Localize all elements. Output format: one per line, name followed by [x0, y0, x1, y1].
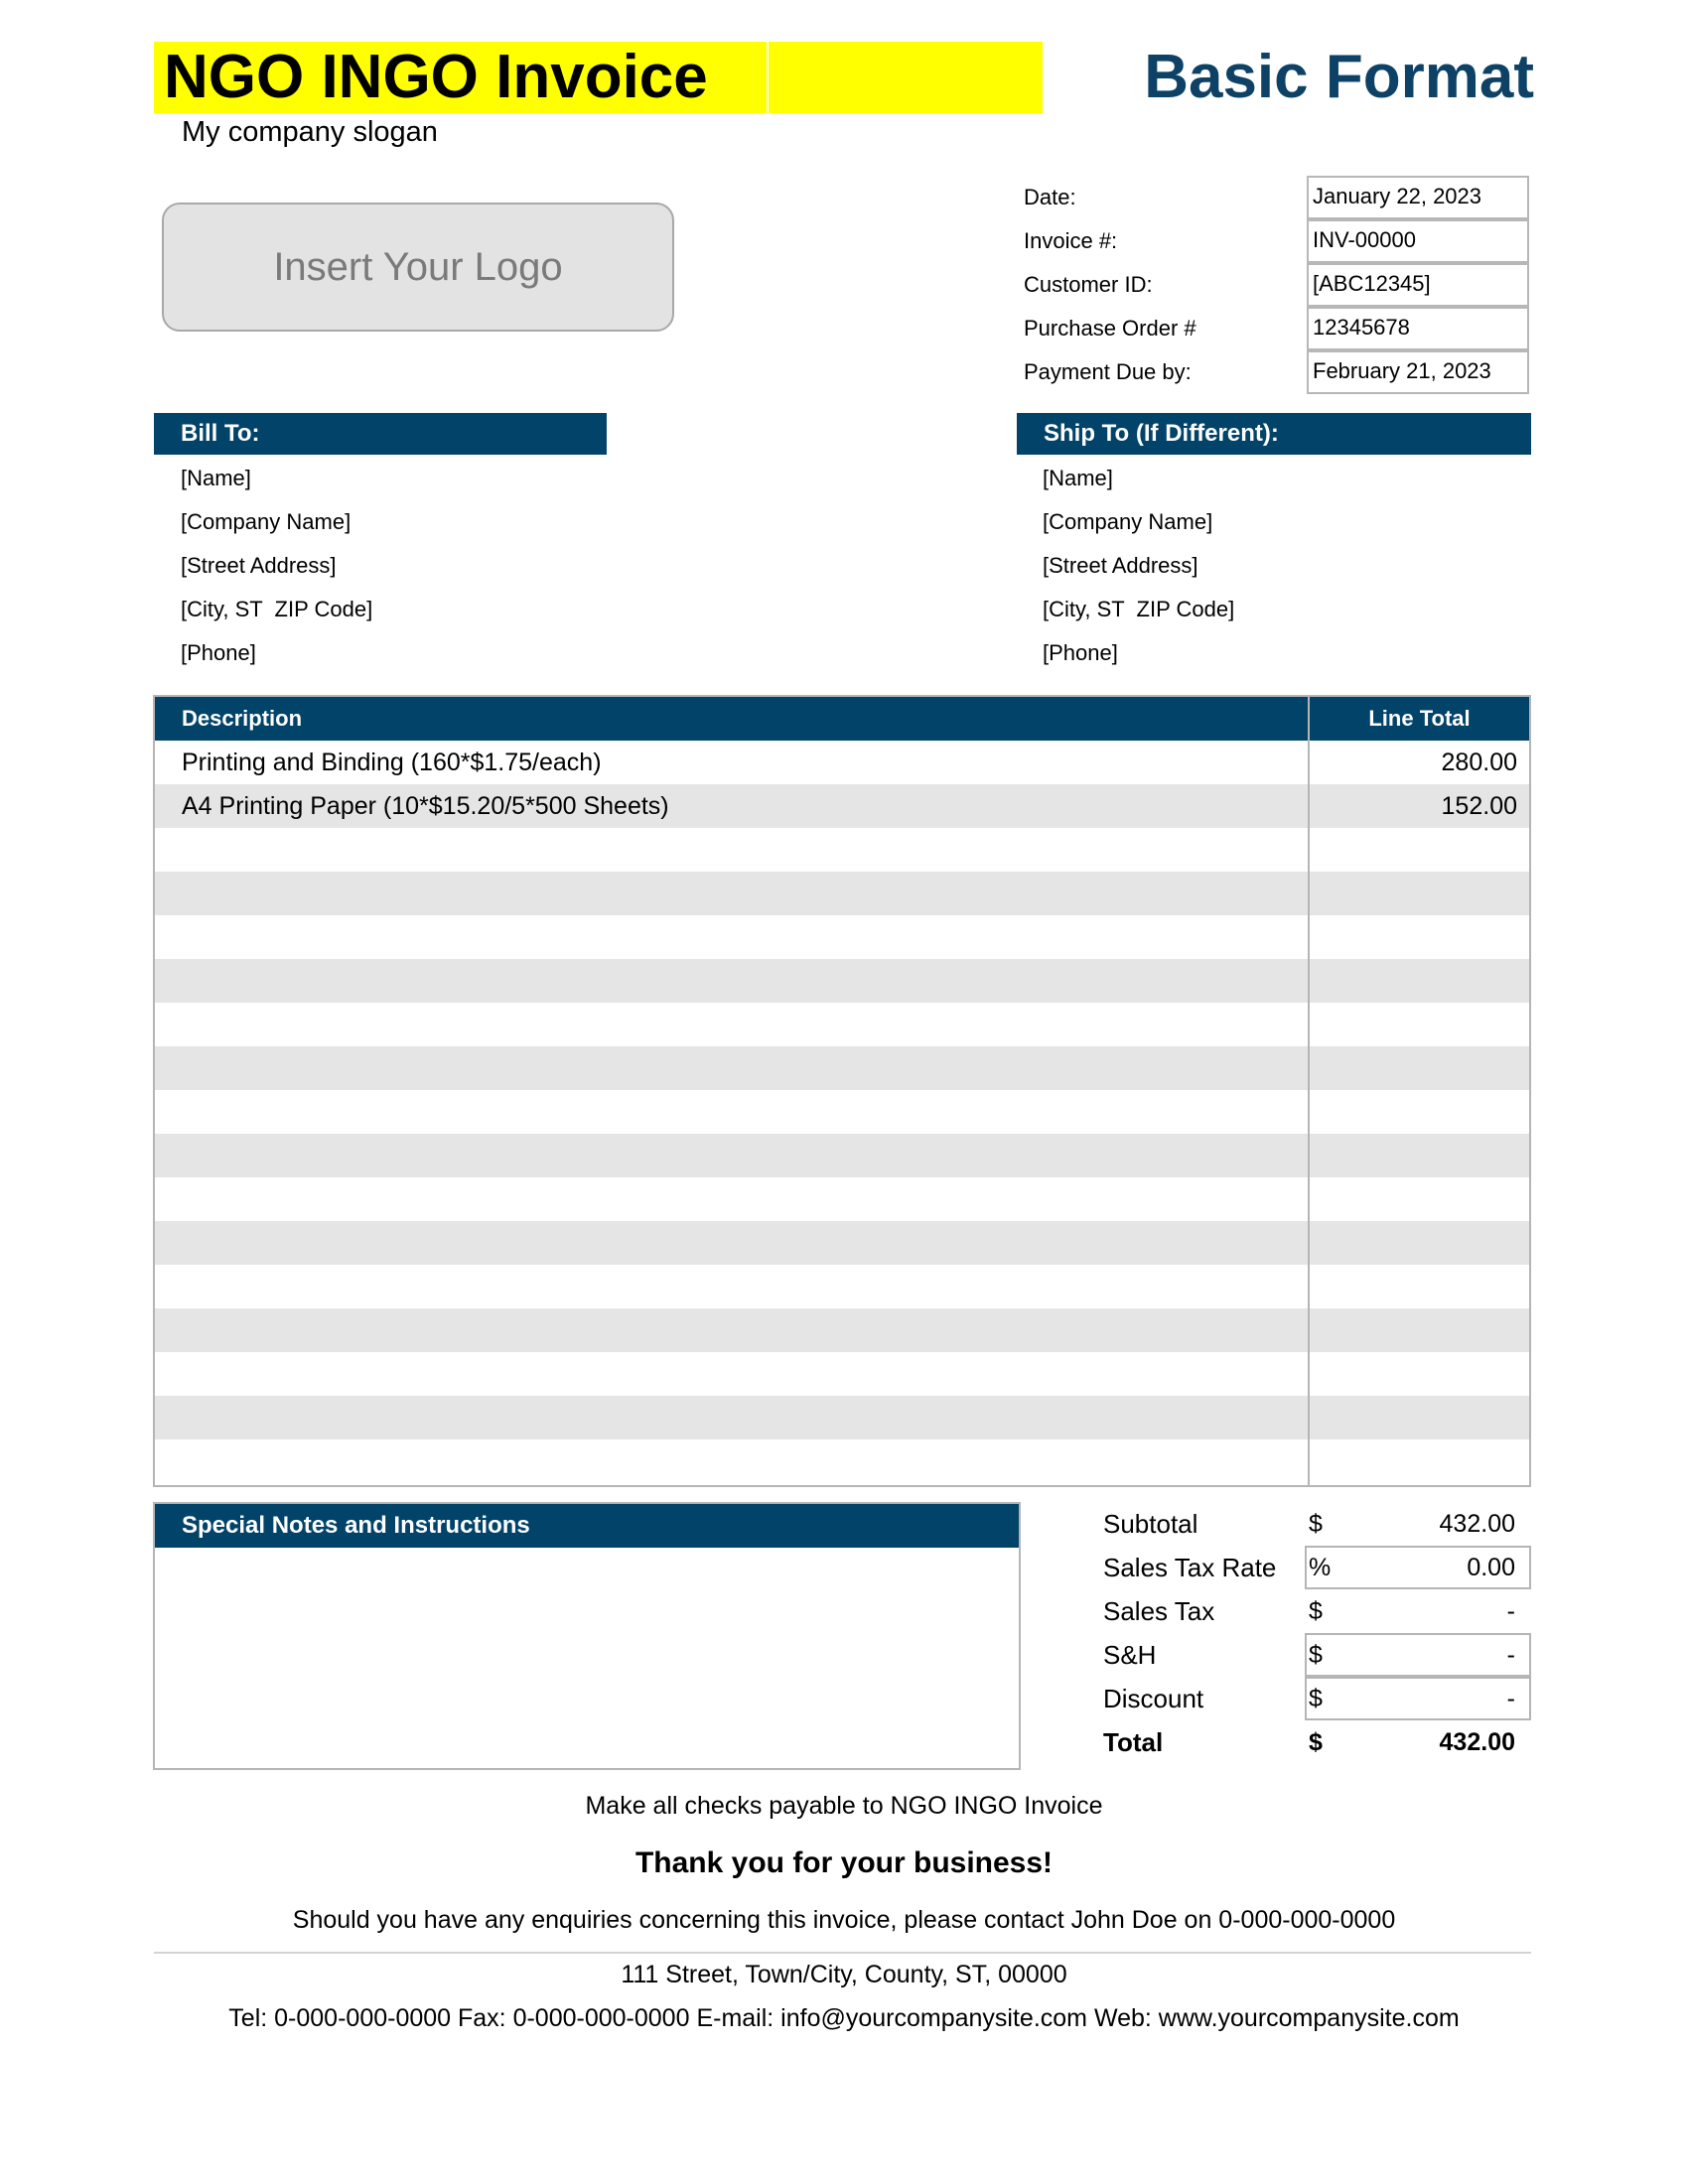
meta-value-date[interactable]: January 22, 2023	[1307, 176, 1529, 219]
bill-to-heading: Bill To:	[154, 413, 607, 455]
total-value: 432.00	[1439, 1728, 1515, 1756]
ship-to-company[interactable]: [Company Name]	[1043, 509, 1213, 534]
sales-tax-rate-unit: %	[1309, 1554, 1332, 1581]
table-row-empty[interactable]	[155, 915, 1529, 959]
bill-to-phone[interactable]: [Phone]	[181, 640, 256, 665]
table-row-empty[interactable]	[155, 1134, 1529, 1177]
ship-to-heading: Ship To (If Different):	[1017, 413, 1531, 455]
table-row-empty[interactable]	[155, 1003, 1529, 1046]
discount-currency: $	[1309, 1685, 1323, 1712]
meta-value-invoice-number[interactable]: INV-00000	[1307, 219, 1529, 263]
table-row-empty[interactable]	[155, 1308, 1529, 1352]
sales-tax-currency: $	[1309, 1597, 1323, 1625]
bill-to-city[interactable]: [City, ST ZIP Code]	[181, 597, 373, 621]
row-description: Printing and Binding (160*$1.75/each)	[182, 749, 602, 776]
meta-label-invoice-number: Invoice #:	[1024, 228, 1118, 253]
discount-label: Discount	[1103, 1684, 1204, 1713]
col-description-header: Description	[182, 706, 303, 731]
subtotal-currency: $	[1309, 1510, 1323, 1538]
special-notes-box[interactable]	[153, 1502, 1021, 1770]
table-row-empty[interactable]	[155, 1046, 1529, 1090]
table-row-empty[interactable]	[155, 1177, 1529, 1221]
subtotal-value: 432.00	[1439, 1510, 1515, 1538]
table-row-empty[interactable]	[155, 828, 1529, 872]
col-total-header: Line Total	[1368, 706, 1471, 731]
total-label: Total	[1103, 1727, 1164, 1757]
title-highlight-cell	[769, 42, 1043, 113]
bill-to-company[interactable]: [Company Name]	[181, 509, 352, 534]
total-currency: $	[1309, 1728, 1323, 1756]
invoice-title: NGO INGO Invoice	[164, 43, 708, 111]
company-contact: Tel: 0-000-000-0000 Fax: 0-000-000-0000 E-mail: info@yourcompanysite.com Web: www.yourcompanysite.com	[228, 2004, 1460, 2032]
sales-tax-rate-value: 0.00	[1467, 1554, 1515, 1581]
shipping-handling-label: S&H	[1103, 1640, 1157, 1670]
ship-to-street[interactable]: [Street Address]	[1043, 553, 1198, 578]
sales-tax-value: -	[1506, 1597, 1515, 1625]
subtotal-label: Subtotal	[1103, 1509, 1198, 1539]
table-row-empty[interactable]	[155, 959, 1529, 1003]
table-row-empty[interactable]	[155, 872, 1529, 915]
company-address: 111 Street, Town/City, County, ST, 00000	[621, 1961, 1067, 1988]
row-line-total: 280.00	[1441, 749, 1517, 776]
company-slogan: My company slogan	[182, 116, 438, 148]
sales-tax-label: Sales Tax	[1103, 1596, 1215, 1626]
meta-label-payment-due: Payment Due by:	[1024, 359, 1192, 384]
table-row-empty[interactable]	[155, 1090, 1529, 1134]
table-row-empty[interactable]	[155, 1439, 1529, 1483]
sales-tax-rate-label: Sales Tax Rate	[1103, 1553, 1277, 1582]
row-description: A4 Printing Paper (10*$15.20/5*500 Sheets)	[182, 792, 669, 820]
special-notes-heading: Special Notes and Instructions	[155, 1504, 1019, 1548]
items-table-header	[155, 697, 1529, 741]
ship-to-city[interactable]: [City, ST ZIP Code]	[1043, 597, 1235, 621]
meta-value-payment-due[interactable]: February 21, 2023	[1307, 350, 1529, 394]
meta-value-customer-id[interactable]: [ABC12345]	[1307, 263, 1529, 307]
meta-value-purchase-order[interactable]: 12345678	[1307, 307, 1529, 350]
ship-to-name[interactable]: [Name]	[1043, 466, 1113, 490]
table-row-empty[interactable]	[155, 1396, 1529, 1439]
bill-to-street[interactable]: [Street Address]	[181, 553, 337, 578]
shipping-handling-currency: $	[1309, 1641, 1323, 1669]
ship-to-phone[interactable]: [Phone]	[1043, 640, 1118, 665]
table-row[interactable]	[155, 741, 1529, 784]
meta-label-date: Date:	[1024, 185, 1076, 209]
checks-payable-note: Make all checks payable to NGO INGO Invoice	[585, 1792, 1103, 1820]
table-column-divider	[1308, 697, 1310, 1487]
meta-label-customer-id: Customer ID:	[1024, 272, 1153, 297]
meta-label-purchase-order: Purchase Order #	[1024, 316, 1196, 341]
bill-to-name[interactable]: [Name]	[181, 466, 251, 490]
thank-you-message: Thank you for your business!	[634, 1846, 1054, 1879]
table-row-empty[interactable]	[155, 1221, 1529, 1265]
table-row-empty[interactable]	[155, 1352, 1529, 1396]
logo-placeholder[interactable]: Insert Your Logo	[162, 203, 674, 332]
table-row[interactable]	[155, 784, 1529, 828]
format-subtitle: Basic Format	[1144, 43, 1534, 111]
row-line-total: 152.00	[1441, 792, 1517, 820]
table-row-empty[interactable]	[155, 1265, 1529, 1308]
enquiries-note: Should you have any enquiries concerning this invoice, please contact John Doe on 0-000-000-0000	[292, 1906, 1396, 1934]
items-table	[153, 695, 1531, 1487]
discount-value: -	[1506, 1685, 1515, 1712]
shipping-handling-value: -	[1506, 1641, 1515, 1669]
